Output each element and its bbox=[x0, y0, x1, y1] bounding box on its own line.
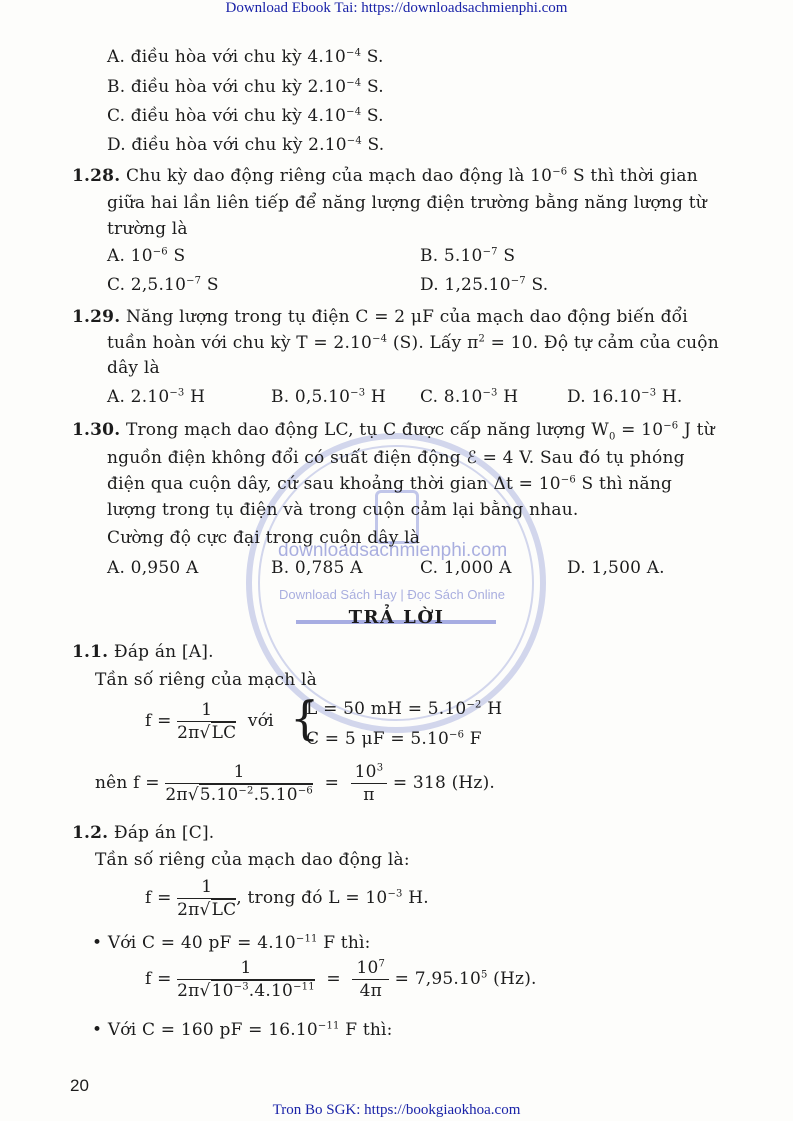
option-d: D. điều hòa với chu kỳ $2.10^{-4}$ S. bbox=[107, 135, 385, 155]
formula-C-value: C = 5 $\mu F = 5.10^{-6}$ F bbox=[306, 729, 482, 749]
answer-1-1-intro: Tần số riêng của mạch là bbox=[95, 670, 318, 690]
formula-f-lc: f = $\frac{1}{2\pi√LC}$ với bbox=[145, 700, 274, 743]
option-c: C. điều hòa với chu kỳ $4.10^{-4}$ S. bbox=[107, 106, 384, 126]
option-b: B. điều hòa với chu kỳ $2.10^{-4}$ S. bbox=[107, 77, 384, 97]
q130-option-c: C. 1,000 A bbox=[420, 558, 512, 578]
question-1-30-line3: điện qua cuộn dây, cứ sau khoảng thời gian $\Delta t = 10^{-6}$ S thì năng bbox=[107, 474, 673, 494]
question-1-29-line2: tuần hoàn với chu kỳ $T = 2.10^{-4}$ (S). Lấy $\pi^2 = 10$. Độ tự cảm của cuộn bbox=[107, 333, 719, 353]
formula-1-1-result: nên f = $\frac{1}{2\pi√5.10^{-2}.5.10^{-6}}$ = $\frac{10^3}{\pi}$ = 318 (Hz). bbox=[95, 762, 496, 805]
question-1-28-line1: 1.28. Chu kỳ dao động riêng của mạch dao động là $10^{-6}$ S thì thời gian bbox=[72, 166, 698, 186]
bullet-c-160pf: • Với C = 160 pF = $16.10^{-11}$ F thì: bbox=[92, 1020, 393, 1040]
q130-option-d: D. 1,500 A. bbox=[567, 558, 665, 578]
question-1-30-line4: lượng trong tụ điện và trong cuộn cảm lại bằng nhau. bbox=[107, 500, 579, 520]
q129-option-d: D. $16.10^{-3}$ H. bbox=[567, 387, 683, 407]
page-number: 20 bbox=[70, 1076, 89, 1095]
question-1-28-line2: giữa hai lần liên tiếp để năng lượng điện trường bằng năng lượng từ bbox=[107, 193, 707, 213]
q128-option-d: D. $1,25.10^{-7}$ S. bbox=[420, 275, 549, 295]
q129-option-b: B. $0,5.10^{-3}$ H bbox=[271, 387, 386, 407]
q130-option-b: B. 0,785 A bbox=[271, 558, 363, 578]
q129-option-a: A. $2.10^{-3}$ H bbox=[107, 387, 206, 407]
answer-1-2-intro: Tần số riêng của mạch dao động là: bbox=[95, 850, 410, 870]
system-brace: { bbox=[290, 691, 320, 745]
watermark-site: downloadsachmienphi.com bbox=[278, 540, 508, 561]
q128-option-a: A. $10^{-6}$ S bbox=[107, 246, 186, 266]
formula-f-lc-2: f = $\frac{1}{2\pi√LC}$ , trong đó $L = 10^{-3}$ H. bbox=[145, 877, 429, 920]
q128-option-b: B. $5.10^{-7}$ S bbox=[420, 246, 516, 266]
footer-link[interactable]: Tron Bo SGK: https://bookgiaokhoa.com bbox=[272, 1102, 521, 1118]
q130-option-a: A. 0,950 A bbox=[107, 558, 199, 578]
question-1-29-line3: dây là bbox=[107, 358, 160, 378]
answer-1-2-title: 1.2. Đáp án [C]. bbox=[72, 823, 215, 843]
question-1-29-line1: 1.29. Năng lượng trong tụ điện C = 2 μF của mạch dao động biến đổi bbox=[72, 307, 688, 327]
formula-1-2-result: f = $\frac{1}{2\pi√10^{-3}.4.10^{-11}}$ = $\frac{10^7}{4\pi}$ = $7,95.10^5$ (Hz). bbox=[145, 958, 537, 1001]
option-a: A. điều hòa với chu kỳ $4.10^{-4}$ S. bbox=[107, 47, 384, 67]
q129-option-c: C. $8.10^{-3}$ H bbox=[420, 387, 519, 407]
question-1-30-line5: Cường độ cực đại trong cuộn dây là bbox=[107, 528, 421, 548]
q128-option-c: C. $2,5.10^{-7}$ S bbox=[107, 275, 219, 295]
watermark-slogan: Download Sách Hay | Đọc Sách Online bbox=[279, 587, 505, 602]
question-1-28-line3: trường là bbox=[107, 219, 188, 239]
answers-title: TRẢ LỜI bbox=[348, 607, 445, 628]
answer-1-1-title: 1.1. Đáp án [A]. bbox=[72, 642, 214, 662]
header-link[interactable]: Download Ebook Tai: https://downloadsachmienphi.com bbox=[225, 0, 568, 16]
question-1-30-line2: nguồn điện không đổi có suất điện động ℰ = 4 V. Sau đó tụ phóng bbox=[107, 448, 685, 468]
question-1-30-line1: 1.30. Trong mạch dao động LC, tụ C được cấp năng lượng $W_0 = 10^{-6}$ J từ bbox=[72, 420, 715, 443]
bullet-c-40pf: • Với C = 40 pF = $4.10^{-11}$ F thì: bbox=[92, 933, 371, 953]
formula-L-value: L = 50 mH = $5.10^{-2}$ H bbox=[306, 699, 503, 719]
